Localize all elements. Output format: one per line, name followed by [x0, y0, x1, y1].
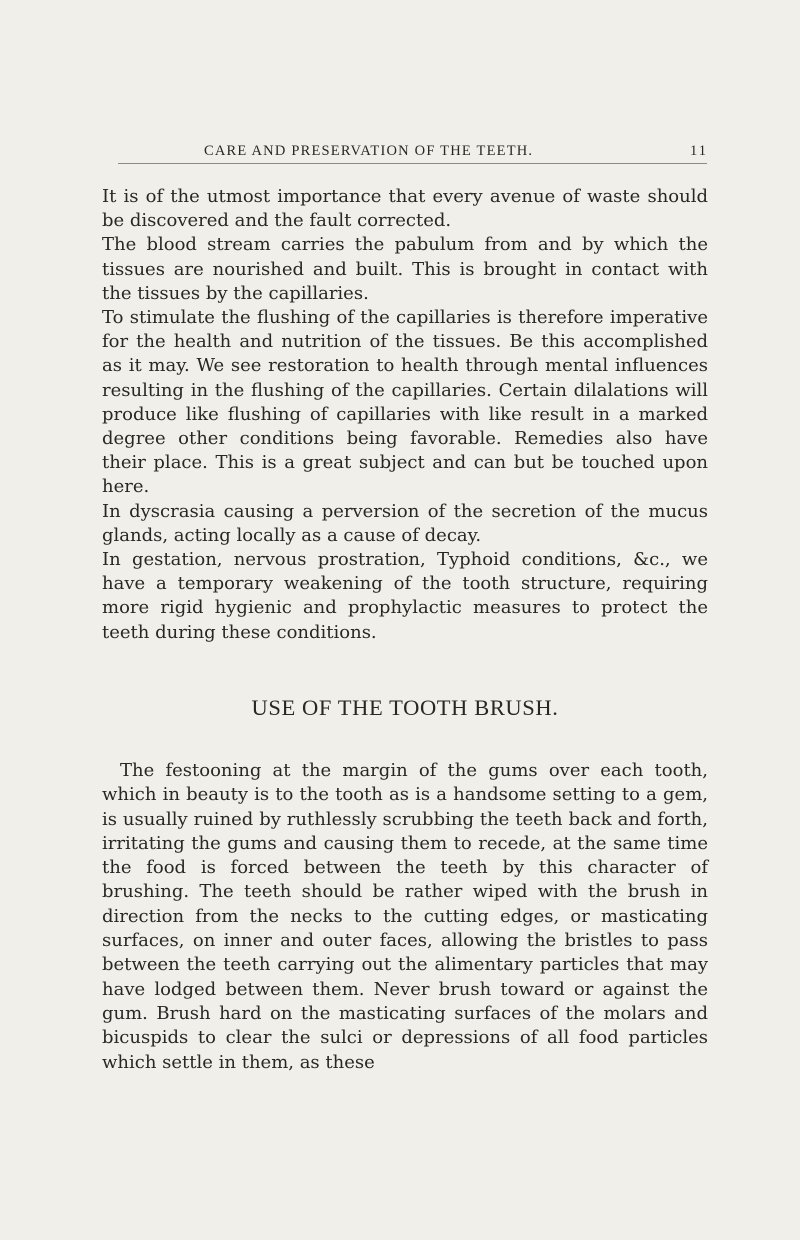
paragraph-waste: It is of the utmost importance that every avenue of waste should be discovered and the fault corrected. — [102, 186, 708, 232]
running-head-title: CARE AND PRESERVATION OF THE TEETH. — [204, 143, 534, 159]
paragraph-gestation: In gestation, nervous prostration, Typhoid conditions, &c., we have a temporary weakening of the tooth structure, requiring more rigid hygienic and prophylactic measures to protect the teeth during these conditions. — [102, 549, 708, 643]
running-head — [108, 143, 708, 161]
page-number: 11 — [690, 143, 708, 159]
paragraph-dyscrasia: In dyscrasia causing a perversion of the secretion of the mucus glands, acting locally as a cause of decay. — [102, 500, 708, 546]
paragraph-blood-stream: The blood stream carries the pabulum from and by which the tissues are nourished and built. This is brought in contact with the tissues by the capillaries. — [102, 234, 708, 304]
header-rule — [118, 163, 707, 164]
paragraph-capillaries: To stimulate the flushing of the capillaries is therefore imperative for the health and nutrition of the tissues. Be this accomplished as it may. We see restoration to health through mental influences resulting in the flushing of the capillaries. Certain dilalations will produce like flushing of capillaries with like result in a marked degree other conditions being favorable. Remedies also have their place. This is a great subject and can but be touched upon here. — [102, 307, 708, 498]
section-body-text — [102, 759, 708, 1075]
section-heading: USE OF THE TOOTH BRUSH. — [251, 695, 559, 720]
body-text — [102, 185, 708, 645]
paragraph-tooth-brush: The festooning at the margin of the gums over each tooth, which in beauty is to the tooth as is a handsome setting to a gem, is usually ruined by ruthlessly scrubbing the teeth back and forth, irritating the gums and causing them to recede, at the same time the food is forced between the teeth by this character of brushing. The teeth should be rather wiped with the brush in direction from the necks to the cutting edges, or masticating surfaces, on inner and outer faces, allowing the bristles to pass between the teeth carrying out the alimentary particles that may have lodged between them. Never brush toward or against the gum. Brush hard on the masticating surfaces of the molars and bicuspids to clear the sulci or depressions of all food particles which settle in them, as these — [102, 760, 708, 1073]
